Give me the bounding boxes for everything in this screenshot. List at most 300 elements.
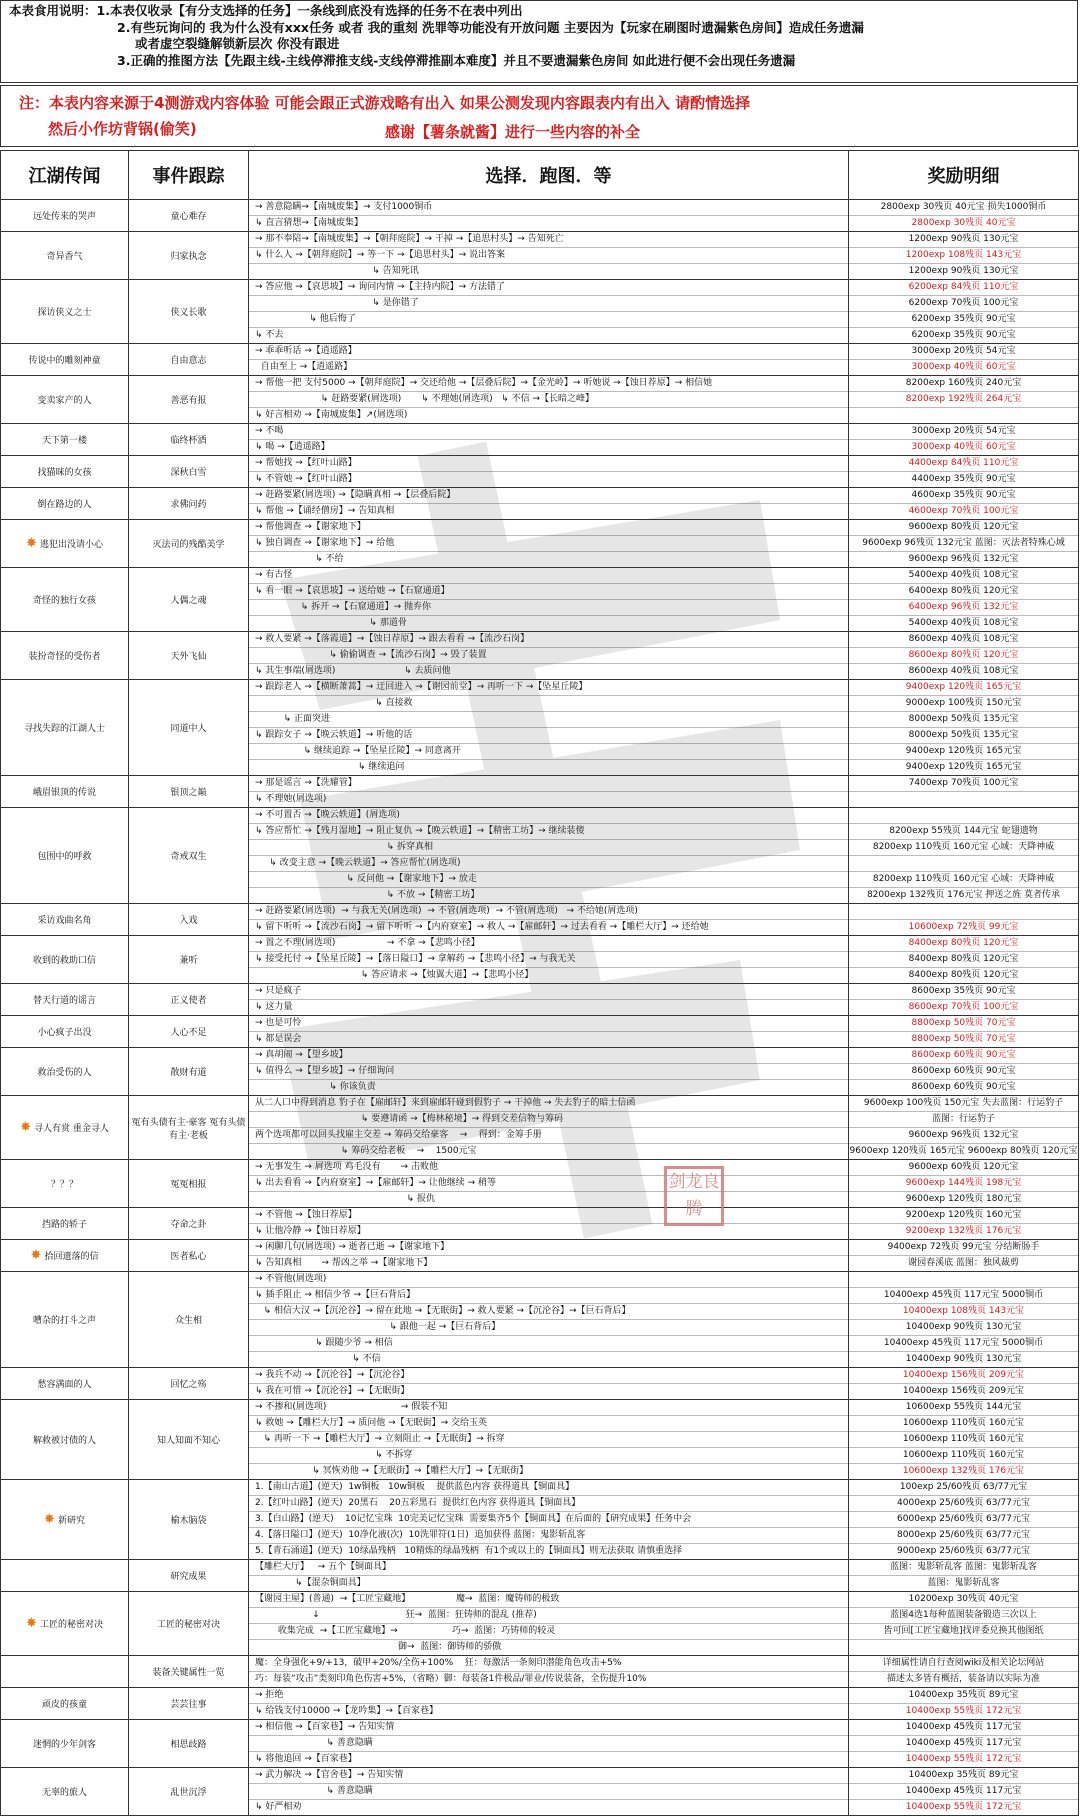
choice-path: ↳ 喝 →【逍遥路】 [255,442,330,452]
table-row [1,376,1079,424]
rewards-cell [849,1272,1079,1368]
rewards-cell [849,1368,1079,1400]
rumor-cell [1,1016,129,1048]
reward-line: 8600exp 80残页 120元宝 [849,648,1078,664]
reward-line: 6200exp 70残页 100元宝 [849,296,1078,312]
reward-line: 9600exp 80残页 120元宝 [849,520,1078,536]
choice-path: ↳ 出去看看 →【内府寮室】→【雇邮轩】→ 让他继续 → 稍等 [249,1176,848,1192]
event-cell: 天外飞仙 [129,632,249,680]
rewards-cell [849,1048,1079,1096]
choices-cell [249,520,849,568]
choice-path: 3.【白山路】(逆天) 10记忆宝珠 10完美记忆宝珠 需要集齐5个【铜面具】在后面的【研究成果】任务中会 [249,1512,848,1528]
reward-line: 8600exp 40残页 108元宝 [849,632,1078,648]
event-cell: 人偶之魂 [129,568,249,632]
header-rumor: 江湖传闻 [1,151,129,200]
choice-path: ↳ 帮他 →【诵经僧房】→ 告知真相 [255,506,395,516]
choices-cell [249,1688,849,1720]
rumor-cell [1,1096,129,1160]
reward-line: 10400exp 90残页 130元宝 [849,1320,1078,1336]
rumor-label: 峨眉银顶的传说 [32,788,96,798]
rewards-cell [849,1560,1079,1592]
rumor-label: 装扮奇怪的受伤者 [28,652,101,662]
choices-cell [249,776,849,808]
reward-line: 10600exp 72残页 99元宝 [908,922,1019,932]
choice-path: 收集完成 →【工匠宝藏地】→ 巧→ 蓝图：巧铸师的较灵 [249,1624,848,1640]
reward-line: 8600exp 35残页 90元宝 [849,984,1078,1000]
rumor-cell [1,808,129,904]
event-cell: 深秋白雪 [129,456,249,488]
rewards-cell [849,200,1079,232]
event-cell: 乱世沉浮 [129,1768,249,1816]
rumor-label: 远处传来的哭声 [32,212,96,222]
table-row [1,344,1079,376]
star-icon: ✸ [26,536,37,551]
rumor-label: 工匠的秘密对决 [39,1620,103,1630]
choice-path: ↳ 答应请求 →【烛翼大道】→【悲鸣小径】 [255,970,534,980]
reward-line: 9200exp 120残页 160元宝 [849,1208,1078,1224]
reward-line: 8400exp 80残页 120元宝 [849,936,1078,952]
reward-line: 8600exp 60残页 90元宝 [849,1064,1078,1080]
table-row [1,1720,1079,1768]
rewards-cell [849,1592,1079,1656]
table-row [1,984,1079,1016]
choice-path: → 跟踪老人 →【横断萧蒿】→ 迂回进入 →【谢园前堂】→ 再听一下 →【坠星丘陵】 [249,680,848,696]
reward-line: 1200exp 108残页 143元宝 [849,248,1078,264]
reward-line [849,1272,1078,1288]
rewards-cell [849,1208,1079,1240]
table-row [1,1592,1079,1656]
table-row [1,520,1079,568]
choice-path: ↳ 不给 [255,554,344,564]
choices-cell [249,632,849,680]
star-icon: ✸ [44,1512,55,1527]
choice-path: → 闲聊几句(屑选项) → 逝者已逝 →【谢家地下】 [249,1240,848,1256]
rewards-cell [849,1016,1079,1048]
rumor-cell [1,632,129,680]
choice-path: ↳ 其生事端(屑选项) ↳ 去质问他 [255,666,451,676]
rumor-cell [1,1592,129,1656]
choice-path: ↳ 不管她 →【红叶山路】 [255,474,357,484]
choice-path: ↳ 答应帮忙 →【残月湿地】→ 阻止复仇 →【晚云轶道】→【精密工坊】→ 继续装傻 [249,824,848,840]
event-cell: 冤冤相报 [129,1160,249,1208]
choices-cell [249,1480,849,1560]
choice-path: ↳ 独自调查 →【谢家地下】→ 给他 [249,536,848,552]
choice-path: 【谢园主屋】(普通) →【工匠宝藏地】 魔→ 蓝图：魔铸师的极致 [249,1592,848,1608]
rewards-cell [849,520,1079,568]
rumor-cell [1,1160,129,1208]
choice-path: ↳ 正面突进 [249,712,848,728]
warning-line-3: 感谢【薯条就酱】进行一些内容的补全 [385,123,641,141]
rewards-cell [849,904,1079,936]
table-row [1,1048,1079,1096]
event-cell: 知人知面不知心 [129,1400,249,1480]
choices-cell [249,568,849,632]
reward-line: 10400exp 55残页 172元宝 [905,1706,1022,1716]
reward-line: 2800exp 30残页 40元宝 [911,218,1016,228]
reward-line: 8000exp 25/60残页 63/77元宝 [849,1528,1078,1544]
table-row [1,232,1079,280]
event-cell: 自由意志 [129,344,249,376]
reward-line: 10400exp 90残页 130元宝 [905,1354,1022,1364]
choice-path: ↳ 改变主意 →【晚云轶道】→ 答应帮忙(屑选项) [249,856,848,872]
usage-notes [0,0,1078,83]
choice-path: ↳ 冥恢劝他 →【无眠街】→【雕栏大厅】→【无眠街】 [255,1466,529,1476]
reward-line: 6400exp 80残页 120元宝 [849,584,1078,600]
table-row [1,1160,1079,1208]
rumor-label: 新研究 [57,1516,85,1526]
rumor-cell [1,1688,129,1720]
table-row [1,456,1079,488]
reward-line: 8200exp 160残页 240元宝 [849,376,1078,392]
reward-line: 10600exp 110残页 160元宝 [849,1416,1078,1432]
choice-path: ↳ 他后悔了 [249,312,848,328]
table-row [1,1400,1079,1480]
choice-path: ↳ 留下听听 →【流沙石岗】→ 留下听听 →【内府寮室】→ 救人 →【雇邮轩】→ 过去看看 →【雕栏大厅】→ 还给她 [255,922,709,932]
rumor-label: 找猫咪的女孩 [37,468,92,478]
choice-path: → 相信他 →【百家巷】→ 告知实情 [249,1720,848,1736]
choices-cell [249,808,849,904]
rumor-cell [1,1656,129,1688]
reward-line: 描述太多皆有概括，装备请以实际为准 [886,1674,1040,1684]
choice-path: ↳ 报仇 [255,1194,436,1204]
choice-path: ↳ 再听一下 →【雕栏大厅】→ 立刻阻止 →【无眠街】→ 拆穿 [249,1432,848,1448]
rumor-cell [1,1400,129,1480]
rumor-label: 倒在路边的人 [37,500,92,510]
reward-line: 蓝图：鬼影斩乱客 [927,1578,1000,1588]
choices-cell [249,280,849,344]
rumor-cell [1,456,129,488]
table-row [1,904,1079,936]
reward-line: 9200exp 132残页 176元宝 [905,1226,1022,1236]
table-row [1,936,1079,984]
choice-path: → 帮他一把 支付5000 →【朝拜庭院】→ 交还给他 →【层叠后院】→【金光岭】→ 听她说 →【蚀日荐原】→ 相信她 [249,376,848,392]
event-cell: 求佛问药 [129,488,249,520]
rumor-cell [1,680,129,776]
event-cell: 正义使者 [129,984,249,1016]
choice-path: ↳ 救她 →【雕栏大厅】→ 质问他 →【无眠街】→ 交给玉英 [249,1416,848,1432]
rumor-label: 寻人有赏 重金寻人 [34,1124,109,1134]
reward-line [849,856,1078,872]
choice-path: → 那是谣言 →【洗耀管】 [249,776,848,792]
event-cell: 装备关键属性一览 [129,1656,249,1688]
star-icon: ✸ [26,1616,37,1631]
reward-line: 9600exp 120残页 165元宝 9600exp 80残页 120元宝 [849,1146,1078,1156]
choices-cell [249,904,849,936]
rewards-cell [849,632,1079,680]
rumor-cell [1,232,129,280]
choice-path: ↳ 你该负责 [255,1082,376,1092]
choice-path: ↳ 是你错了 [249,296,848,312]
choice-path: ↳ 赶路要紧(屑选项) ↳ 不理她(屑选项) ↳ 不信 →【长暗之峰】 [249,392,848,408]
choice-path: 从二人口中得到消息 豹子在【雇邮轩】来到雇邮轩碰到假豹子 → 干掉他 → 失去豹子的暗士信函 [249,1096,848,1112]
choice-path: 5.【青石涌道】(逆天) 10绿晶残柄 10精炼的绿晶残柄 有1个或以上的【铜面具】则无法获取 请慎重选择 [255,1546,683,1556]
choice-path: ↳ 都是误会 [255,1034,302,1044]
rumor-label: 变卖家产的人 [37,396,92,406]
rumor-cell [1,280,129,344]
reward-line: 7400exp 70残页 100元宝 [849,776,1078,792]
rumor-label: 逃犯出没请小心 [39,540,103,550]
reward-line: 9400exp 120残页 165元宝 [849,680,1078,696]
choice-path: ↳ 接受托付 →【坠星丘陵】→【落日隘口】→ 拿解药 →【悲鸣小径】→ 与我无关 [249,952,848,968]
choice-path: ↳ 善意隐瞒 [249,1736,848,1752]
rewards-cell [849,680,1079,776]
reward-line: 8600exp 60残页 90元宝 [849,1048,1078,1064]
reward-line: 8000exp 50残页 135元宝 [849,728,1078,744]
choices-cell [249,1208,849,1240]
choice-path: ↳ 插手阻止 → 相信少爷 →【巨石背后】 [249,1288,848,1304]
rumor-cell [1,1208,129,1240]
rumor-label: 收到的救助口信 [32,956,96,966]
choice-path: → 赶路要紧(屑选项) →【隐瞒真相 →【层叠后院】 [249,488,848,504]
reward-line: 9400exp 120残页 165元宝 [905,762,1022,772]
choice-path: ↳ 跟踪女子 →【晚云轶道】→ 听他的话 [249,728,848,744]
choice-path: ↳ 不理她(屑选项) [255,794,327,804]
rewards-cell [849,1768,1079,1816]
reward-line [849,792,1078,807]
table-row [1,680,1079,776]
reward-line: 9000exp 25/60残页 63/77元宝 [897,1546,1030,1556]
rumor-cell [1,1768,129,1816]
rewards-cell [849,1656,1079,1688]
reward-line: 8200exp 132残页 176元宝 押送之旌 莫者传承 [866,890,1061,900]
choice-path: ↳ 将他追回 →【百家巷】 [255,1754,357,1764]
reward-line: 9000exp 100残页 150元宝 [849,696,1078,712]
reward-line: 10400exp 108残页 143元宝 [849,1304,1078,1320]
rewards-cell [849,1720,1079,1768]
table-row [1,1016,1079,1048]
warning-box [0,85,1078,147]
choices-cell [249,1720,849,1768]
rumor-cell [1,984,129,1016]
rumor-label: 传说中的雕刻神童 [28,356,101,366]
reward-line: 9400exp 72残页 99元宝 分结断肠手 [849,1240,1078,1256]
seal-stamp [664,1166,724,1226]
reward-line: 8800exp 50残页 70元宝 [911,1034,1016,1044]
reward-line: 8200exp 192残页 264元宝 [849,392,1078,408]
choices-cell [249,488,849,520]
reward-line: 10600exp 55残页 144元宝 [849,1400,1078,1416]
reward-line: 3000exp 20残页 54元宝 [849,424,1078,440]
choice-path: 魔：全身强化+9/+13，破甲+20%/全伤+100% 狂：每激活一条刻印潜能角色攻击+5% [249,1656,848,1672]
reward-line: 3000exp 40残页 60元宝 [911,362,1016,372]
reward-line: 10400exp 55残页 172元宝 [905,1802,1022,1812]
rumor-label: 解救被讨债的人 [32,1436,96,1446]
choices-cell [249,376,849,424]
choice-path: → 我兵不动 →【沉沦谷】→【沉沦谷】 [249,1368,848,1384]
reward-line: 4000exp 25/60残页 63/77元宝 [849,1496,1078,1512]
table-row [1,808,1079,904]
choice-path: → 不可置否 →【晚云轶道】(屑选项) [249,808,848,824]
rumor-cell [1,776,129,808]
choice-path: → 赶路要紧(屑选项) → 与我无关(屑选项) → 不管(屑选项) → 不管(屑选项) → 不给她(屑选项) [249,904,848,920]
choices-cell [249,1016,849,1048]
choice-path: 1.【南山古道】(逆天) 1w铜板 10w铜板 提供蓝色内容 获得道具【铜面具】 [249,1480,848,1496]
table-row [1,424,1079,456]
reward-line: 10400exp 156残页 209元宝 [902,1386,1025,1396]
event-cell: 临终杯酒 [129,424,249,456]
table-row [1,632,1079,680]
reward-line: 蓝图：行运豹子 [849,1112,1078,1128]
event-cell: 夺命之卦 [129,1208,249,1240]
choice-path: 御→ 蓝图：御铸师的骄傲 [255,1642,502,1652]
choices-cell [249,456,849,488]
rumor-label: 嘈杂的打斗之声 [32,1316,96,1326]
table-row [1,488,1079,520]
event-cell: 冤有头债有主·豪客 冤有头债有主·老板 [129,1096,249,1160]
choice-path: ↳ 不拆穿 [249,1448,848,1464]
event-cell: 众生相 [129,1272,249,1368]
choice-path: ↳【混杂铜面具】 [255,1578,366,1588]
reward-line: 10400exp 45残页 117元宝 5000铜币 [849,1288,1078,1304]
choices-cell [249,1272,849,1368]
choices-cell [249,1048,849,1096]
reward-line: 9600exp 120残页 180元宝 [905,1194,1022,1204]
event-cell: 入戏 [129,904,249,936]
reward-line: 4400exp 35残页 90元宝 [911,474,1016,484]
choices-cell [249,344,849,376]
choice-path: ↳ 善意隐瞒 [249,1784,848,1800]
choice-path: ↳ 直接救 [249,696,848,712]
reward-line: 蓝图：鬼影斩乱客 蓝图：鬼影斩乱客 [849,1560,1078,1576]
choice-path: ↳ 我在可惜 →【沉沦谷】→【无眠街】 [255,1386,410,1396]
reward-line: 5400exp 40残页 108元宝 [849,568,1078,584]
rumor-label: 替天行道的谣言 [32,996,96,1006]
rumor-cell [1,568,129,632]
choice-path: → 只是疯子 [249,984,848,1000]
rumor-label: 救治受伤的人 [37,1068,92,1078]
note-line-1: 本表食用说明：1.本表仅收录【有分支选择的任务】一条线到底没有选择的任务不在表中列出 [9,3,523,18]
table-row [1,1768,1079,1816]
choice-path: ↳ 不放 →【精密工坊】 [255,890,480,900]
table-row [1,776,1079,808]
choice-path: → 答应他 →【哀思坡】→ 询问内情 →【主持内院】→ 方法错了 [249,280,848,296]
reward-line: 6200exp 35残页 90元宝 [911,330,1016,340]
header-rewards: 奖励明细 [849,151,1079,200]
rumor-cell [1,1272,129,1368]
table-row [1,1240,1079,1272]
table-row [1,1656,1079,1688]
rewards-cell [849,488,1079,520]
rumor-cell [1,376,129,424]
reward-line: 8400exp 80残页 120元宝 [849,952,1078,968]
event-cell: 同道中人 [129,680,249,776]
choice-path: ↳ 什么人 →【朝拜庭院】→ 等一下 →【追思村头】→ 说出答案 [249,248,848,264]
choice-path: → 不掺和(屑选项) → 假装不知 [249,1400,848,1416]
choice-path: ↳ 看一眼 →【哀思坡】→ 送给她 →【石窟通道】 [249,584,848,600]
reward-line [849,808,1078,824]
reward-line: 6200exp 35残页 90元宝 [849,312,1078,328]
table-row [1,1368,1079,1400]
choice-path: ↳ 告知死讯 [255,266,419,276]
reward-line: 皆可回[工匠宝藏地]找评委兑换其他图纸 [849,1624,1078,1640]
choices-cell [249,1160,849,1208]
reward-line: 3000exp 40残页 60元宝 [911,442,1016,452]
rumor-cell [1,488,129,520]
table-row [1,280,1079,344]
choice-path: ↳ 好严相劝 [255,1802,302,1812]
event-cell: 灭法司的残酷美学 [129,520,249,568]
rewards-cell [849,568,1079,632]
choice-path: → 那不奉陪→【南城废集】→【朝拜庭院】→ 干掉 →【追思村头】→ 告知死亡 [249,232,848,248]
reward-line: 8800exp 50残页 70元宝 [849,1016,1078,1032]
table-row [1,200,1079,232]
table-header-row [1,151,1079,200]
rumor-cell [1,1480,129,1560]
rewards-cell [849,1688,1079,1720]
choice-path: 4.【落日隘口】(逆天) 10净化液(次) 10洗罪符(1日) 追加获得 蓝图：鬼影斩乱客 [249,1528,848,1544]
reward-line: 10600exp 132残页 176元宝 [902,1466,1025,1476]
choice-path: ↳ 反问他 →【谢家地下】→ 放走 [249,872,848,888]
choice-path: 两个选项都可以回头找雇主交差 → 筹码交给豪客 → 得到：金筹手册 [249,1128,848,1144]
table-row [1,1272,1079,1368]
reward-line: 4400exp 84残页 110元宝 [849,456,1078,472]
rumor-label: 迷惘的少年剑客 [32,1740,96,1750]
reward-line: 蓝图4选1每种蓝图装备锻造三次以上 [849,1608,1078,1624]
rumor-label: 天下第一楼 [41,436,87,446]
choice-path: ↳ 筹码交给老板 → 1500元宝 [255,1146,477,1156]
choice-path: ↳ 给钱支付10000 →【龙吟集】→【百家巷】 [255,1706,438,1716]
reward-line: 8600exp 60残页 90元宝 [911,1082,1016,1092]
choices-cell [249,984,849,1016]
choice-path: → 救人要紧 →【落霞道】→【蚀日荐原】→ 跟去看看 →【流沙石岗】 [249,632,848,648]
choice-path: ↳ 这力量 [255,1002,293,1012]
reward-line: 5400exp 40残页 108元宝 [908,618,1019,628]
choice-path: ↳ 拆穿真相 [249,840,848,856]
reward-line: 10600exp 110残页 160元宝 [849,1432,1078,1448]
reward-line: 9600exp 144残页 198元宝 [849,1176,1078,1192]
rumor-cell [1,936,129,984]
choice-path: → 乖乖听话 →【逍遥路】 [249,344,848,360]
header-choices: 选择．跑图．等 [249,151,849,200]
reward-line: 8600exp 70残页 100元宝 [908,1002,1019,1012]
choice-path: ↳ 继续追踪 →【坠星丘陵】→ 同意离开 [249,744,848,760]
rumor-cell [1,904,129,936]
reward-line: 10400exp 156残页 209元宝 [849,1368,1078,1384]
choice-path: 【雕栏大厅】 → 五个【铜面具】 [249,1560,848,1576]
rumor-label: 愁容满面的人 [37,1380,92,1390]
choice-path: → 置之不理(屑选项) → 不拿 →【悲鸣小径】 [249,936,848,952]
choices-cell [249,232,849,280]
choice-path: ↳ 告知真相 → 帮凶之举 →【谢家地下】 [255,1258,433,1268]
choice-path: → 真胡闹 →【望乡坡】 [249,1048,848,1064]
event-cell: 医者私心 [129,1240,249,1272]
reward-line: 9600exp 60残页 120元宝 [849,1160,1078,1176]
rumor-label: 顽皮的孩童 [41,1700,87,1710]
event-cell: 童心难存 [129,200,249,232]
rumor-cell [1,1720,129,1768]
event-cell: 相思歧路 [129,1720,249,1768]
reward-line: 8000exp 50残页 135元宝 [849,712,1078,728]
rumor-cell [1,344,129,376]
star-icon: ✸ [30,1248,42,1263]
choice-path: ↳ 不去 [255,330,284,340]
rumor-label: 采访戏曲名角 [37,916,92,926]
choice-path: 巧：每装“攻击”类刻印角色伤害+5%，（省略）御：每装备1件极品/罪业/传说装备，全伤提升10% [255,1674,647,1684]
rewards-cell [849,1160,1079,1208]
choice-path: 2.【红叶山路】(逆天) 20黑石 20五彩黑石 提供红色内容 获得道具【铜面具】 [249,1496,848,1512]
table-row [1,1688,1079,1720]
rewards-cell [849,1400,1079,1480]
reward-line: 8600exp 40残页 108元宝 [908,666,1019,676]
reward-line: 8200exp 110残页 160元宝 心域：天降神威 [849,840,1078,856]
rumor-cell [1,520,129,568]
choices-cell [249,1560,849,1592]
rumor-cell [1,1048,129,1096]
event-cell: 人心不足 [129,1016,249,1048]
reward-line: 9400exp 120残页 165元宝 [849,744,1078,760]
reward-line [849,408,1078,423]
choice-path: ↳ 让他冷静 →【蚀日荐原】 [255,1226,366,1236]
